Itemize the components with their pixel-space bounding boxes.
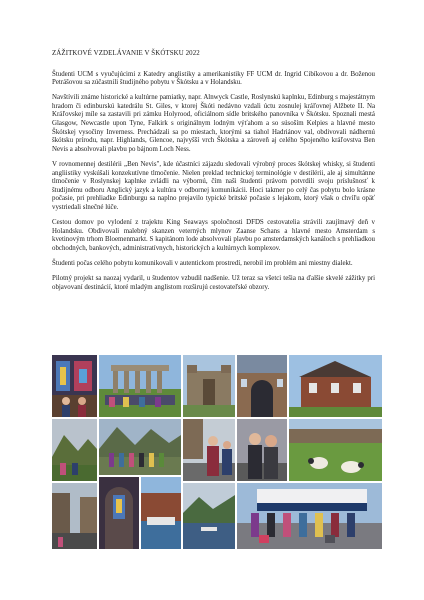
photo-monument-group	[99, 355, 181, 417]
paragraph-conclusion: Pilotný projekt sa naozaj vydaril, u študentov vzbudil nadšenie. Už teraz sa všetci tešia na ďalšie skvelé zážitky pri objavovaní destinácií, ktoré mladým anglistom rozširujú cestovateľské obzory.	[52, 274, 375, 291]
paragraph-sights: Navštívili známe historické a kultúrne pamiatky, napr. Alnwyck Castle, Roslynskú kaplnku, Edinburg s majestátnym hradom či edinburskú katedrálu St. Giles, v ktorej Škóti nedávno vzdali úctu zosnulej kráľovnej Alžbete II. Na Kráľovskej míle sa zastavili pri zámku Holyrood, oficiálnom sídle britského panovníka v Škótsku. Spoznali mestá Glasgow, Newcastle upon Tyne, Falkirk s originálnym lodným výťahom a so súsoším Kelpies a hlavné mesto Škótskej vysočiny Inverness. Prechádzali sa po miestach, ktorými sa tiahol Hadriánov val, obdivovali nádhernú škótsku prírodu, napr. Highlands, Glencoe, najvyšší vrch Škótska a zároveň aj celého Spojeného kráľovstva Ben Nevis a absolvovali plavbu po bájnom Loch Ness.	[52, 94, 375, 153]
photo-collage	[52, 355, 382, 551]
paragraph-netherlands: Cestou domov po vylodení z trajektu King Seaways spoločnosti DFDS cestovatelia strávili zaujímavý deň v Holandsku. Obdivovali malebný skanzen veterných mlynov Zaanse Schans a hlavné mesto Amsterdam s kvetinovým trhom Bloemenmarkt. S kapitánom lode absolvovali plavbu po amsterdamských kanáloch s prehliadkou obchodných, bankových, administratívnych, historických a kultúrnych komplexov.	[52, 219, 375, 252]
photo-cathedral-interior	[99, 477, 139, 549]
photo-sheep-field	[289, 419, 382, 481]
paragraph-communication: Študenti počas celého pobytu komunikovali v autentickom prostredí, nerobil im problém ani miestny dialekt.	[52, 259, 353, 267]
photo-street-view	[52, 483, 97, 549]
photo-couple	[237, 419, 287, 481]
photo-building-arch	[237, 355, 287, 417]
paragraph-distillery: V rovnomennej destilérii „Ben Nevis", kde účastníci zájazdu sledovali výrobný proces škótskej whisky, si študenti angliistiky vyskúšali konzekutívne tlmočenie. Nielen preklad technickej terminológie v destilérii, ale aj simultánne tlmočenie v Roslynskej kaplnke zvládli na výbornú, čím naši študenti právom potvrdili svoju príslušnosť k študijnému odboru Anglický jazyk a kultúra v odbornej komunikácii. Hoci takmer po celý čas pobytu bolo krásne počasie, pri prehliadke Edinburgu sa naplno prejavilo typické britské počasie s lejakom, ktorý však o chvíľu opäť vystriedali slnečné lúče.	[52, 160, 375, 211]
article-heading: ZÁŽITKOVÉ VZDELÁVANIE V ŠKÓTSKU 2022	[52, 50, 200, 57]
photo-brick-house	[289, 355, 382, 417]
photo-loch-ness	[183, 483, 235, 549]
photo-interior-stained-glass	[52, 355, 97, 417]
photo-ferry-group	[237, 483, 382, 549]
photo-street-students	[183, 419, 235, 481]
photo-castle	[183, 355, 235, 417]
photo-glencoe-group	[99, 419, 181, 475]
paragraph-intro: Študenti UCM s vyučujúcimi z Katedry anglistiky a amerikanistiky FF UCM dr. Ingrid Cibíkovou a dr. Boženou Petrášovou sa zúčastnili študijného pobytu v Škótsku a v Holandsku.	[52, 70, 375, 87]
photo-canal-boat	[141, 477, 181, 549]
article-text	[52, 50, 375, 299]
photo-highlands	[52, 419, 97, 481]
